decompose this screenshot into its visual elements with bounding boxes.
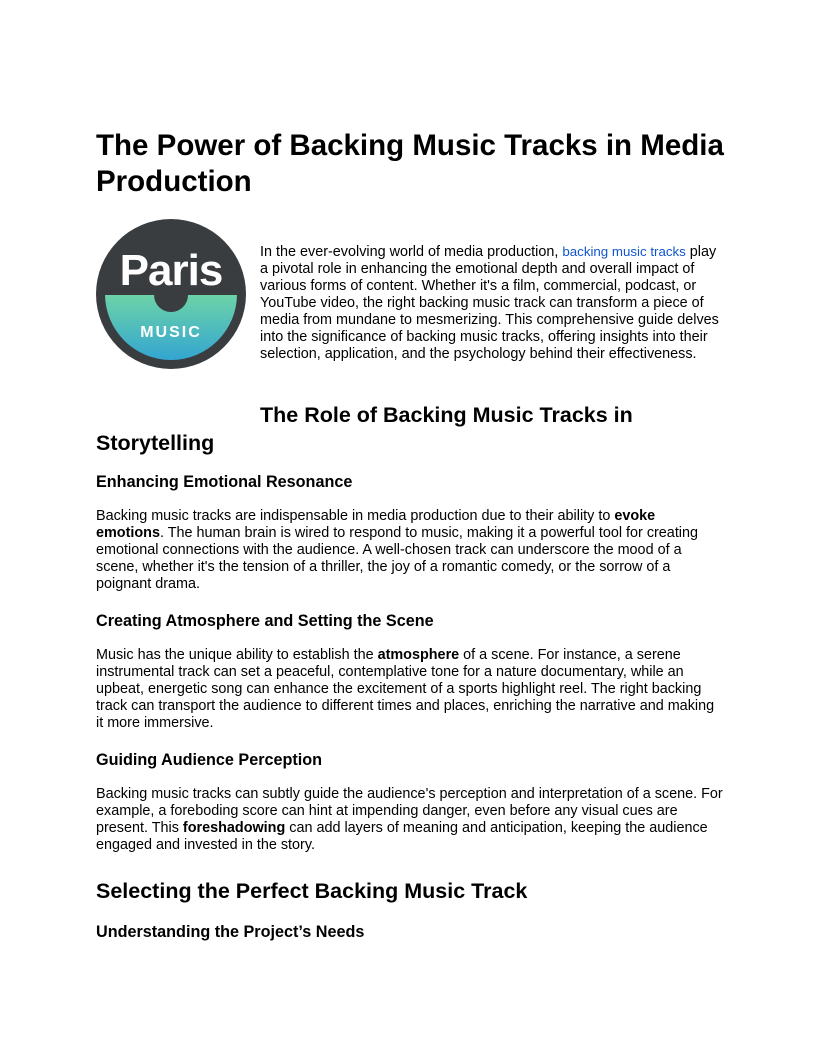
text: . The human brain is wired to respond to music, making it a powerful tool for creating emotional connections with the audience. A well-chosen track can underscore the mood of a scene, whether it's the tension of a thriller, the joy of a romantic comedy, or the sorrow of a poignant drama.	[96, 525, 699, 592]
bold-text: atmosphere	[377, 647, 460, 663]
subheading-audience-perception: Guiding Audience Perception	[96, 751, 323, 769]
bold-text: evoke emotions	[96, 508, 656, 541]
text: can add layers of meaning and anticipation, keeping the audience engaged and invested in the story.	[96, 820, 708, 853]
logo-top-text: Paris	[119, 246, 223, 295]
text: Backing music tracks are indispensable in media production due to their ability to	[96, 508, 615, 524]
subheading-project-needs: Understanding the Project’s Needs	[96, 923, 365, 941]
section-heading-selecting: Selecting the Perfect Backing Music Track	[96, 879, 528, 903]
intro-text-after-link: play a pivotal role in enhancing the emotional depth and overall impact of various forms of content. Whether it's a film, commercial, podcast, or YouTube video, the right backing music track can transform a piece of media from mundane to mesmerizing. This comprehensive guide delves into the significance of backing music tracks, offering insights into their selection, application, and the psychology behind their effectiveness.	[260, 244, 719, 362]
subheading-atmosphere: Creating Atmosphere and Setting the Scene	[96, 612, 434, 630]
logo-bottom-text: MUSIC	[140, 324, 202, 341]
paris-music-logo	[96, 219, 246, 369]
paragraph-emotional-resonance	[96, 508, 724, 593]
section-heading-role: The Role of Backing Music Tracks in Storytelling	[96, 403, 633, 455]
paragraph-audience-perception	[96, 786, 724, 854]
bold-text: foreshadowing	[182, 820, 286, 836]
intro-text-before-link: In the ever-evolving world of media production,	[260, 244, 563, 260]
text: Music has the unique ability to establish the	[96, 647, 378, 663]
paragraph-atmosphere	[96, 647, 724, 732]
intro-paragraph	[260, 243, 724, 363]
text: of a scene. For instance, a serene instrumental track can set a peaceful, contemplative tone for a nature documentary, while an upbeat, energetic song can enhance the excitement of a sports highlight reel. The right backing track can transport the audience to different times and places, enriching the narrative and making it more immersive.	[96, 647, 715, 731]
subheading-emotional-resonance: Enhancing Emotional Resonance	[96, 473, 353, 491]
backing-music-tracks-link[interactable]: backing music tracks	[562, 244, 686, 259]
page-title: The Power of Backing Music Tracks in Media Production	[96, 129, 724, 198]
text: Backing music tracks can subtly guide the audience's perception and interpretation of a scene. For example, a foreboding score can hint at impending danger, even before any visual cues are present. This	[96, 786, 723, 836]
